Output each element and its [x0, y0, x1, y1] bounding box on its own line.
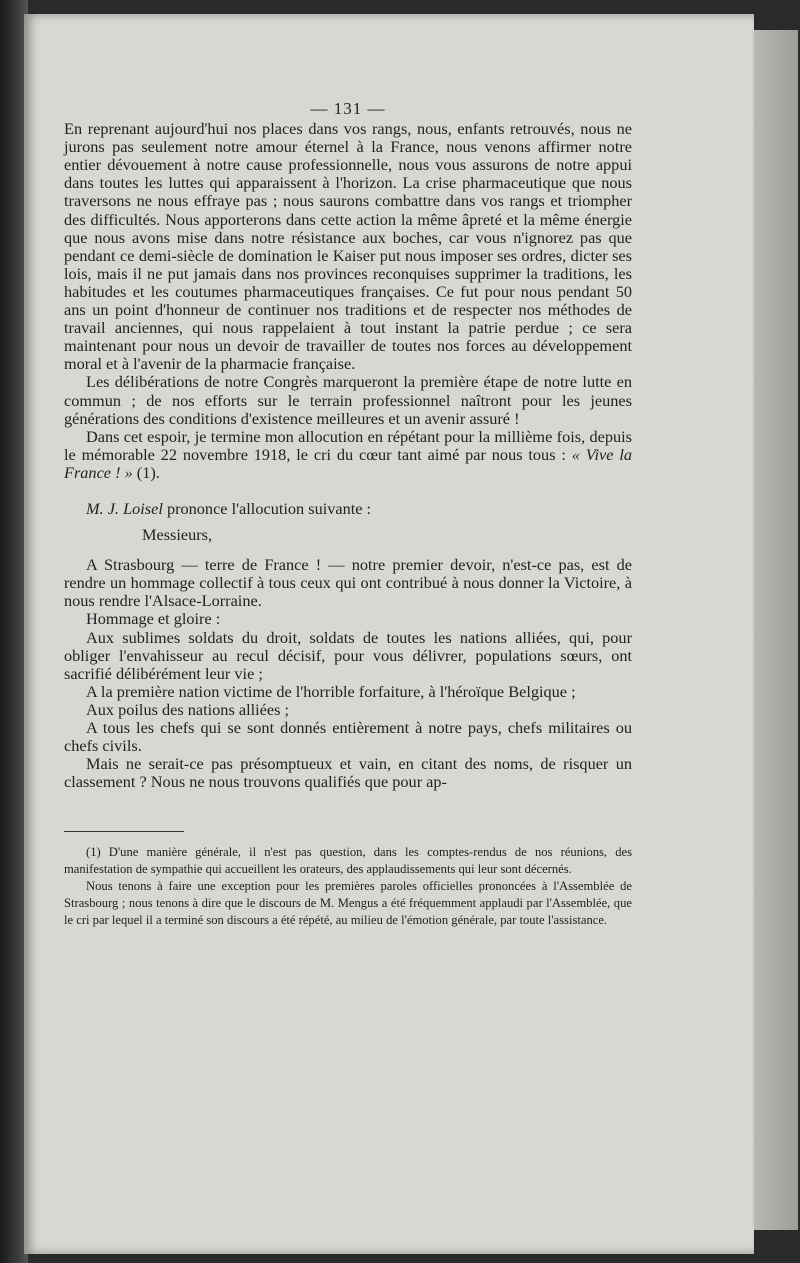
speech-paragraph-2: Hommage et gloire : — [86, 609, 221, 629]
speech-paragraph-4: A la première nation victime de l'horrible forfaiture, à l'héroïque Belgique ; — [86, 681, 576, 701]
speech-paragraph-6: A tous les chefs qui se sont donnés entièrement à notre pays, chefs militaires ou chefs civils. — [64, 718, 632, 756]
footnote-1: (1) D'une manière générale, il n'est pas question, dans les comptes-rendus de nos réunions, des manifestation de sympathie qui accueillent les orateurs, des applaudissements qui leur sont décernés. — [64, 845, 632, 877]
paragraph-2: Les délibérations de notre Congrès marqueront la première étape de notre lutte en commun ; de nos efforts sur le terrain professionnel naîtront pour les jeunes générations des conditions d'existence meilleures et un avenir assuré ! — [64, 372, 632, 428]
footnote-2: Nous tenons à faire une exception pour les premières paroles officielles prononcées à l'Assemblée de Strasbourg ; nous tenons à dire que le discours de M. Mengus a été fréquemment applaudi par l'Assemblée, que le cri par lequel il a terminé son discours a été répété, au milieu de l'émotion générale, par toute l'assistance. — [64, 879, 632, 928]
section-gap — [64, 482, 632, 500]
closing-quote: « Vive la France ! » — [64, 444, 632, 482]
speech-paragraph-5: Aux poilus des nations alliées ; — [86, 699, 290, 719]
footnote-rule — [64, 831, 184, 832]
paragraph-3 — [64, 428, 632, 482]
footnotes — [64, 844, 632, 929]
paragraph-1: En reprenant aujourd'hui nos places dans vos rangs, nous, enfants retrouvés, nous ne jurons pas seulement notre amour éternel à la France, nous venons affirmer notre entier dévouement à notre cause professionnelle, nous vous assurons de notre appui dans toutes les luttes qui apparaissent à l'horizon. La crise pharmaceutique que nous traversons ne nous effraye pas ; nous saurons combattre dans vos rangs et triompher des difficultés. Nous apporterons dans cette action la même âpreté et la même énergie que nous avons mise dans notre résistance aux boches, car vous n'ignorez pas que pendant ce demi-siècle de domination le Kaiser put nous imposer ses ordres, dicter ses lois, mais il ne put jamais dans nos provinces reconquises supprimer la traditions, les habitudes et les coutumes pharmaceutiques françaises. Ce fut pour nous pendant 50 ans un point d'honneur de continuer nos traditions et de respecter nos méthodes de travail anciennes, qui nous rappelaient à tout instant la patrie perdue ; ce sera maintenant pour nous un devoir de travailler de toutes nos forces au développement moral et à l'avenir de la pharmacie française. — [64, 119, 632, 374]
footnote-ref: (1). — [132, 462, 160, 482]
speaker-name: M. J. Loisel — [86, 498, 163, 518]
speech-paragraph-3: Aux sublimes soldats du droit, soldats de toutes les nations alliées, qui, pour obliger l'envahisseur au recul décisif, pour vous délivrer, populations sœurs, ont sacrifié délibérément leur vie ; — [64, 627, 632, 683]
salutation: Messieurs, — [142, 525, 213, 545]
paragraph-3-text: Dans cet espoir, je termine mon allocution en répétant pour la millième fois, depuis le mémorable 22 novembre 1918, le cri du cœur tant aimé par nous tous : — [64, 426, 632, 464]
next-page-edge — [750, 30, 798, 1230]
speaker-text: prononce l'allocution suivante : — [162, 498, 372, 518]
speech-paragraph-7: Mais ne serait-ce pas présomptueux et vain, en citant des noms, de risquer un classement ? Nous ne nous trouvons qualifiés que pour ap- — [64, 754, 632, 792]
page-number: — 131 — — [310, 99, 386, 118]
page-content — [64, 100, 632, 929]
speech-paragraph-1: A Strasbourg — terre de France ! — notre premier devoir, n'est-ce pas, est de rendre un hommage collectif à tous ceux qui ont contribué à nous donner la Victoire, à nous rendre l'Alsace-Lorraine. — [64, 555, 632, 611]
speaker-line — [64, 500, 632, 518]
